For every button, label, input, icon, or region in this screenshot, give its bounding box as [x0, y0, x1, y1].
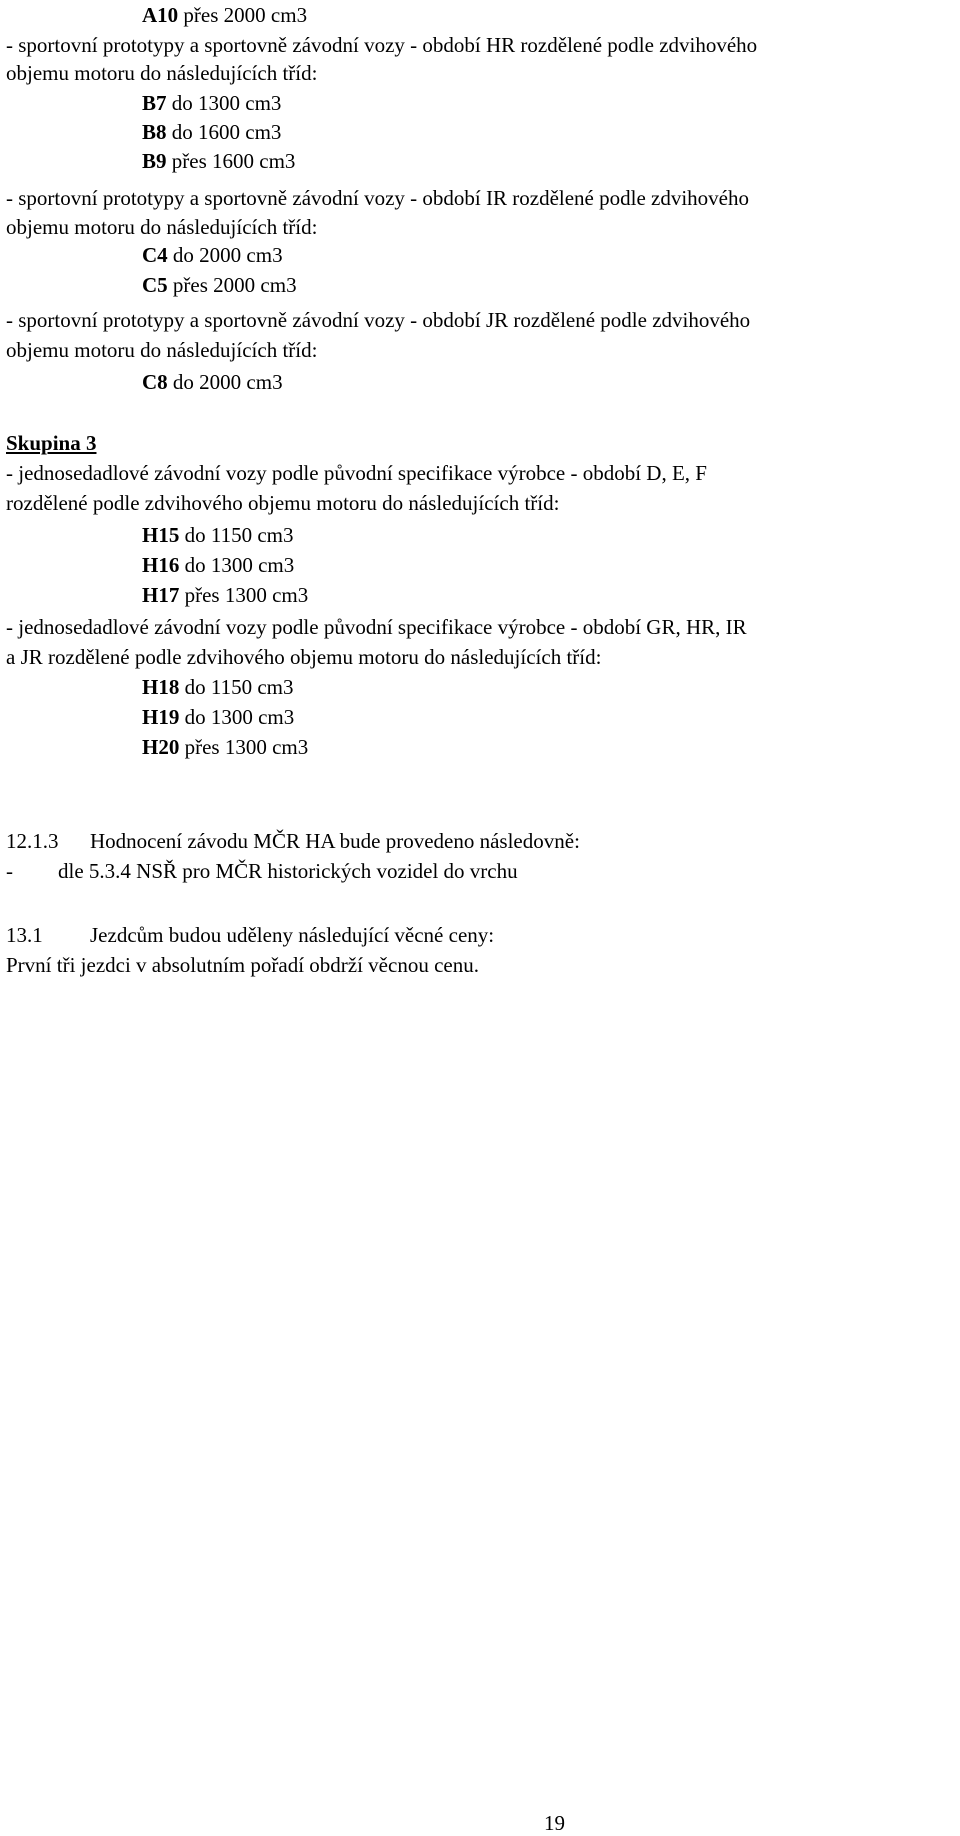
intro-jr-line2: objemu motoru do následujících tříd: — [6, 338, 318, 362]
class-b7: B7 do 1300 cm3 — [142, 91, 282, 115]
class-h20: H20 přes 1300 cm3 — [142, 735, 309, 759]
page-number: 19 — [544, 1811, 565, 1835]
intro-hr-line2: objemu motoru do následujících tříd: — [6, 61, 318, 85]
class-h15: H15 do 1150 cm3 — [142, 523, 294, 547]
intro-hr-line1: - sportovní prototypy a sportovně závodní vozy - období HR rozdělené podle zdvihového — [6, 33, 758, 57]
section-13-1-line2: První tři jezdci v absolutním pořadí obdrží věcnou cenu. — [6, 953, 479, 977]
intro-ir-line2: objemu motoru do následujících tříd: — [6, 215, 318, 239]
class-c8: C8 do 2000 cm3 — [142, 370, 283, 394]
intro-ir-line1: - sportovní prototypy a sportovně závodní vozy - období IR rozdělené podle zdvihového — [6, 186, 749, 210]
class-a10: A10 přes 2000 cm3 — [142, 3, 308, 27]
intro-def-line1: - jednosedadlové závodní vozy podle původní specifikace výrobce - období D, E, F — [6, 461, 707, 485]
intro-gr-line2: a JR rozdělené podle zdvihového objemu motoru do následujících tříd: — [6, 645, 602, 669]
class-h17: H17 přes 1300 cm3 — [142, 583, 309, 607]
section-12-1-3-item: - dle 5.3.4 NSŘ pro MČR historických vozidel do vrchu — [6, 859, 518, 883]
class-h18: H18 do 1150 cm3 — [142, 675, 294, 699]
class-c4: C4 do 2000 cm3 — [142, 243, 283, 267]
class-b9: B9 přes 1600 cm3 — [142, 149, 296, 173]
class-c5: C5 přes 2000 cm3 — [142, 273, 297, 297]
section-13-1-heading: 13.1 Jezdcům budou uděleny následující věcné ceny: — [6, 923, 495, 947]
group3-heading: Skupina 3 — [6, 431, 97, 455]
class-h16: H16 do 1300 cm3 — [142, 553, 295, 577]
intro-gr-line1: - jednosedadlové závodní vozy podle původní specifikace výrobce - období GR, HR, IR — [6, 615, 747, 639]
class-h19: H19 do 1300 cm3 — [142, 705, 295, 729]
intro-jr-line1: - sportovní prototypy a sportovně závodní vozy - období JR rozdělené podle zdvihového — [6, 308, 751, 332]
section-12-1-3-heading: 12.1.3 Hodnocení závodu MČR HA bude provedeno následovně: — [6, 829, 580, 853]
class-b8: B8 do 1600 cm3 — [142, 120, 282, 144]
intro-def-line2: rozdělené podle zdvihového objemu motoru do následujících tříd: — [6, 491, 560, 515]
